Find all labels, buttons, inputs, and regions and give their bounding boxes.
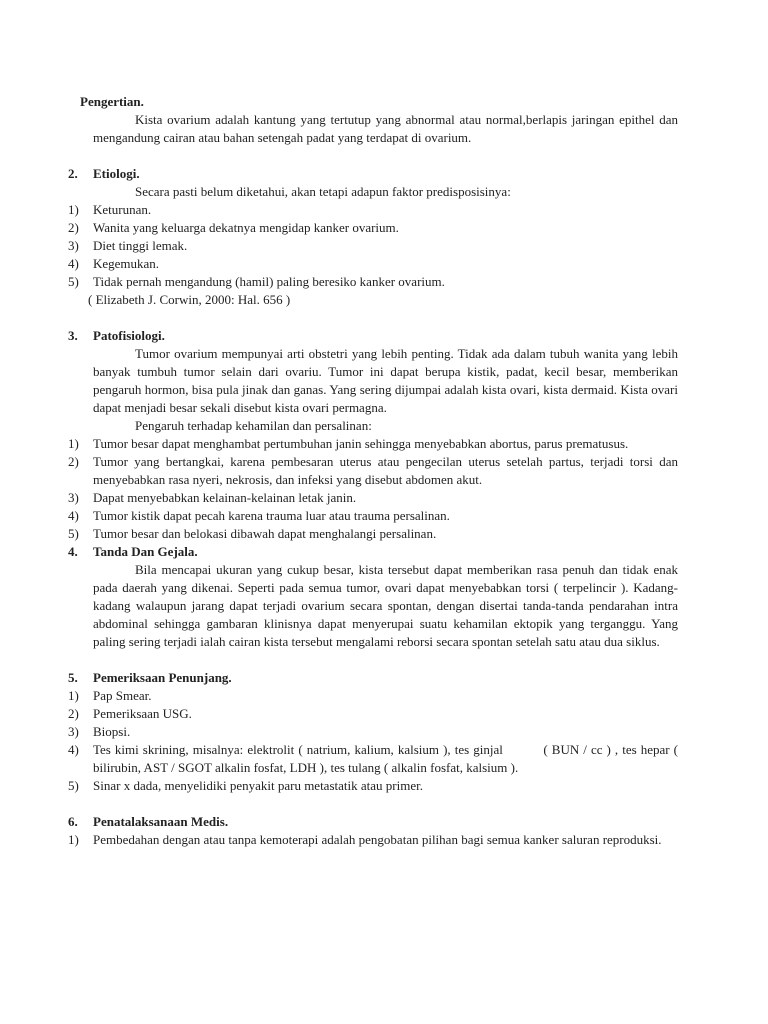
item-number: 2): [68, 220, 79, 235]
item-number: 1): [68, 436, 79, 451]
heading-penatalaksanaan: [68, 813, 678, 831]
item-number: 1): [68, 688, 79, 703]
item-text: Tumor besar dan belokasi dibawah dapat menghalangi persalinan.: [93, 526, 437, 541]
item-number: 3.: [68, 328, 78, 343]
item-number: 1): [68, 202, 79, 217]
list-item: [68, 723, 678, 741]
item-number: 2): [68, 706, 79, 721]
item-number: 5): [68, 778, 79, 793]
item-text: Pembedahan dengan atau tanpa kemoterapi adalah pengobatan pilihan bagi semua kanker saluran reproduksi.: [93, 832, 662, 847]
heading-tanda-gejala: [68, 543, 678, 561]
item-text: Etiologi.: [93, 166, 140, 181]
list-item: [68, 507, 678, 525]
list-item: [68, 201, 678, 219]
item-text: Patofisiologi.: [93, 328, 165, 343]
item-text: Tumor kistik dapat pecah karena trauma luar atau trauma persalinan.: [93, 508, 450, 523]
list-item: [68, 741, 682, 777]
item-text: Tanda Dan Gejala.: [93, 544, 198, 559]
item-text: Pemeriksaan USG.: [93, 706, 192, 721]
heading-pemeriksaan: [68, 669, 678, 687]
item-text: Tes kimi skrining, misalnya: elektrolit ( natrium, kalium, kalsium ), tes ginjal ( BUN / cc ) , tes hepar ( bilirubin, AST / SGOT alkalin fosfat, LDH ), tes tulang ( alkalin fosfat, kalsium ).: [93, 742, 682, 775]
heading-patofisiologi: [68, 327, 678, 345]
document-page: [68, 93, 682, 849]
item-number: 4): [68, 256, 79, 271]
item-text: Kegemukan.: [93, 256, 160, 271]
item-number: 5): [68, 274, 79, 289]
item-number: 1): [68, 832, 79, 847]
list-item: [68, 525, 678, 543]
list-item: [68, 453, 678, 489]
item-number: 3): [68, 490, 79, 505]
item-number: 2.: [68, 166, 78, 181]
item-text: Dapat menyebabkan kelainan-kelainan letak janin.: [93, 490, 357, 505]
list-item: [68, 831, 678, 849]
item-number: 3): [68, 724, 79, 739]
item-text: Pemeriksaan Penunjang.: [93, 670, 232, 685]
item-number: 4): [68, 508, 79, 523]
list-item: [68, 489, 678, 507]
list-item: [68, 255, 678, 273]
list-item: [68, 777, 678, 795]
list-item: [68, 237, 678, 255]
item-text: Penatalaksanaan Medis.: [93, 814, 229, 829]
item-number: 4.: [68, 544, 78, 559]
list-item: [68, 273, 678, 291]
heading-etiologi: [68, 165, 678, 183]
heading-pengertian: Pengertian.: [80, 94, 144, 109]
citation: ( Elizabeth J. Corwin, 2000: Hal. 656 ): [88, 292, 291, 307]
item-text: Tumor besar dapat menghambat pertumbuhan janin sehingga menyebabkan abortus, parus prematusus.: [93, 436, 629, 451]
item-text: Sinar x dada, menyelidiki penyakit paru metastatik atau primer.: [93, 778, 423, 793]
item-text: Tidak pernah mengandung (hamil) paling beresiko kanker ovarium.: [93, 274, 445, 289]
item-text: Wanita yang keluarga dekatnya mengidap kanker ovarium.: [93, 220, 399, 235]
item-number: 6.: [68, 814, 78, 829]
item-text: Tumor yang bertangkai, karena pembesaran uterus atau pengecilan uterus setelah partus, terjadi torsi dan menyebabkan rasa nyeri, nekrosis, dan infeksi yang disebut abdomen akut.: [93, 454, 678, 487]
list-item: [68, 705, 678, 723]
paragraph-pengaruh: Pengaruh terhadap kehamilan dan persalinan:: [135, 418, 372, 433]
item-number: 5): [68, 526, 79, 541]
item-number: 5.: [68, 670, 78, 685]
list-item: [68, 219, 678, 237]
item-text: Biopsi.: [93, 724, 131, 739]
item-number: 2): [68, 454, 79, 469]
paragraph-pengertian: Kista ovarium adalah kantung yang tertutup yang abnormal atau normal,berlapis jaringan epithel dan mengandung cairan atau bahan setengah padat yang terdapat di ovarium.: [93, 112, 678, 145]
list-item: [68, 435, 678, 453]
paragraph-tanda-gejala: Bila mencapai ukuran yang cukup besar, kista tersebut dapat memberikan rasa penuh dan tidak enak pada daerah yang dikenai. Seperti pada semua tumor, ovari dapat menyebabkan torsi ( terpelincir ). Kadang-kadang walaupun jarang dapat terjadi ovarium secara spontan, dengan disertai tanda-tanda pendarahan intra abdominal sehingga gambaran klinisnya dapat menyerupai suatu kehamilan ektopik yang terganggu. Yang paling sering terjadi ialah cairan kista tersebut mengalami reborsi secara spontan setelah satu atau dua siklus.: [93, 562, 678, 649]
paragraph-patofisiologi: Tumor ovarium mempunyai arti obstetri yang lebih penting. Tidak ada dalam tubuh wanita yang lebih banyak tumbuh tumor selain dari ovariu. Tumor ini dapat berupa kistik, padat, kecil besar, memberikan pengaruh hormon, bisa pula jinak dan ganas. Yang sering dijumpai adalah kista ovari, kista dermaid. Kista ovari dapat menjadi besar sekali disebut kista ovari permagna.: [93, 346, 678, 415]
paragraph-etiologi: Secara pasti belum diketahui, akan tetapi adapun faktor predisposisinya:: [135, 184, 511, 199]
item-text: Keturunan.: [93, 202, 152, 217]
item-number: 3): [68, 238, 79, 253]
item-number: 4): [68, 742, 79, 757]
item-text: Pap Smear.: [93, 688, 152, 703]
item-text: Diet tinggi lemak.: [93, 238, 188, 253]
list-item: [68, 687, 678, 705]
